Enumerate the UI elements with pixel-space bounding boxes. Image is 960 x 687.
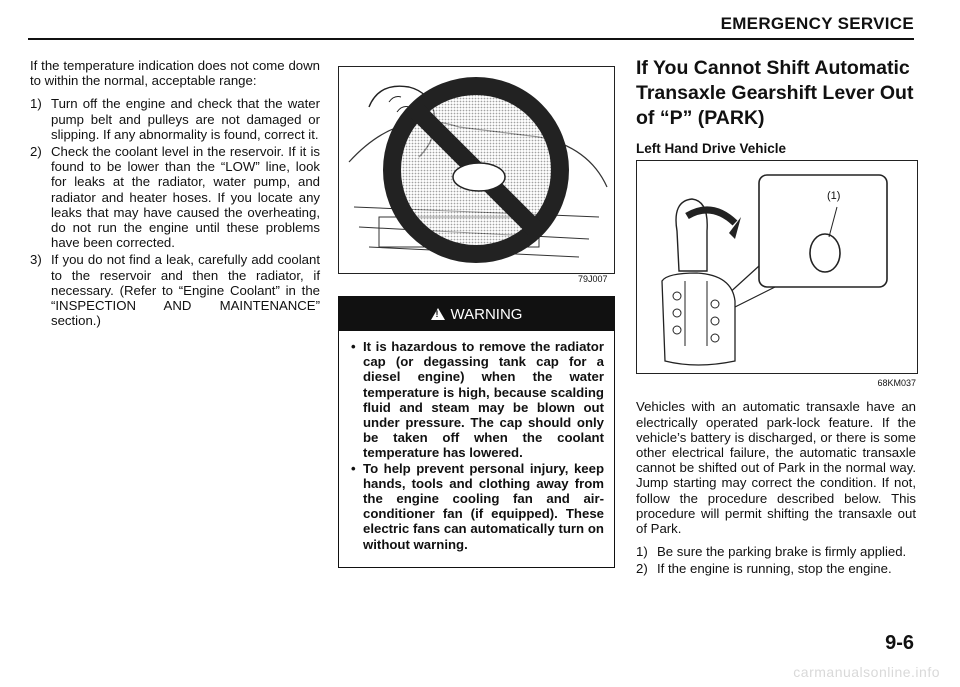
step-number: 1) [636,544,648,560]
step-number: 1) [30,96,42,112]
warning-title: WARNING [450,305,523,323]
park-lock-paragraph: Vehicles with an automatic transaxle have an electrically operated park-lock feature. If the vehicle’s battery is discharged, or there is some other electrical failure, the automatic transaxle cannot be shifted out of Park in the normal way. Jump starting may correct the condition. If not, follow the procedure described below. This procedure will permit shifting the transaxle out of Park. [636,399,916,537]
page-number: 9-6 [885,632,914,654]
watermark: carmanualsonline.info [793,664,940,680]
step-item [636,544,916,559]
step-text: Turn off the engine and check that the water pump belt and pulleys are not damaged or slipping. If any abnormality is found, correct it. [51,96,320,142]
figure-code: 79J007 [578,274,608,284]
step-number: 2) [636,561,648,577]
warning-header [339,297,614,331]
step-item [30,96,320,142]
step-text: If you do not find a leak, carefully add coolant to the reservoir and then the radiator, if necessary. (Refer to “Engine Coolant” in the “INSPECTION AND MAINTENANCE” section.) [51,252,320,329]
step-text: Check the coolant level in the reservoir. If it is found to be lower than the “LOW” line, look for leaks at the radiator, water pump, and radiator and heater hoses. If you locate any leaks that may have caused the overheating, do not run the engine until these problems have been corrected. [51,144,320,251]
step-item [636,561,916,576]
right-column [636,56,916,579]
warning-box [338,296,615,568]
gearshift-illustration [636,160,918,374]
step-item [30,252,320,328]
step-number: 3) [30,252,42,268]
figure-code: 68KM037 [877,378,916,389]
step-text: Be sure the parking brake is firmly applied. [657,544,907,560]
callout-label: (1) [827,190,841,203]
warning-item: • To help prevent personal injury, keep hands, tools and clothing away from the engine cooling fan and air-conditioner fan (if equipped). These electric fans can automatically turn on without warning. [353,461,604,552]
left-column [30,58,320,330]
header-title: EMERGENCY SERVICE [720,14,914,33]
coolant-steps [30,96,320,328]
warning-triangle-icon [431,308,445,320]
intro-paragraph: If the temperature indication does not come down to within the normal, acceptable range: [30,58,320,89]
warning-list [339,331,614,552]
step-text: If the engine is running, stop the engine. [657,561,892,577]
warning-item: • It is hazardous to remove the radiator cap (or degassing tank cap for a diesel engine) when the water temperature is high, because scalding fluid and steam may be blown out under pressure. The cap should only be taken off when the coolant temperature has lowered. [353,339,604,461]
step-number: 2) [30,144,42,160]
step-item [30,144,320,250]
header-rule [28,38,914,40]
section-subtitle: Left Hand Drive Vehicle [636,141,787,156]
section-title: If You Cannot Shift Automatic Transaxle Gearshift Lever Out of “P” (PARK) [636,57,914,129]
park-steps [636,544,916,576]
radiator-cap-illustration [338,66,615,274]
